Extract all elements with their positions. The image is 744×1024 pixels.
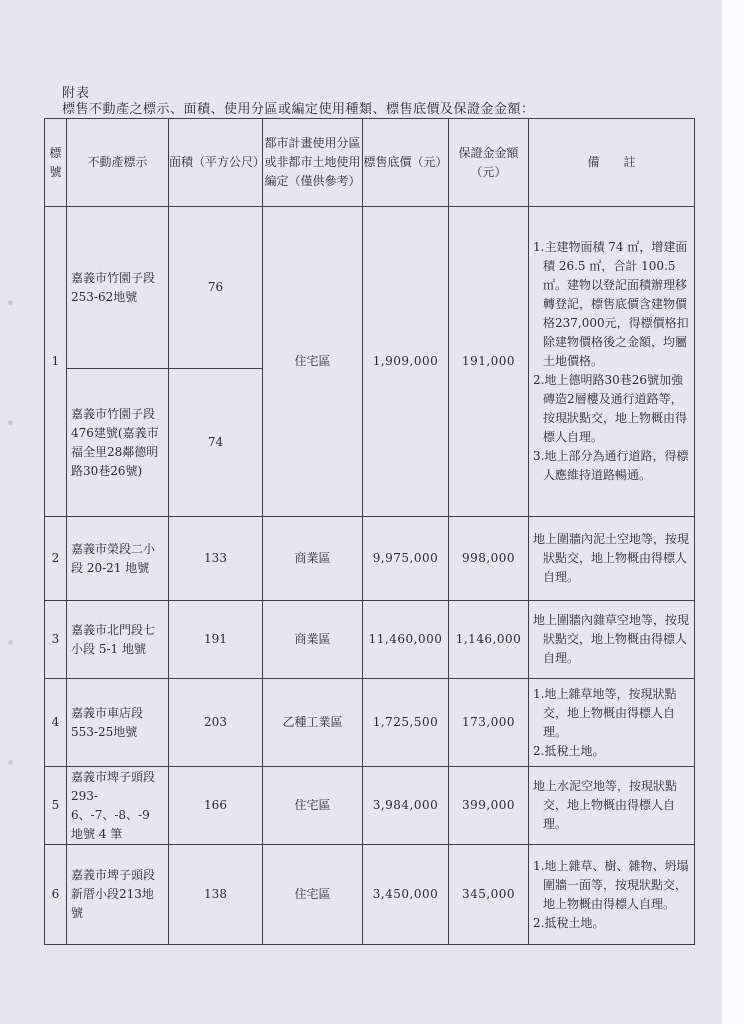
remark-item: 1.地上雜草、樹、雜物、坍塌圍牆一面等，按現狀點交，地上物概由得標人自理。 — [533, 858, 689, 911]
remarks-cell — [529, 845, 695, 945]
zoning-value: 住宅區 — [263, 207, 363, 517]
deposit-value: 1,146,000 — [449, 601, 529, 679]
lot-number: 5 — [45, 767, 67, 845]
remark-item: 2.地上德明路30巷26號加強磚造2層樓及通行道路等，按現狀點交，地上物概由得標人自理。 — [533, 373, 688, 444]
base-price-value: 11,460,000 — [363, 601, 449, 679]
remark-item: 3.地上部分為通行道路，得標人應維持道路暢通。 — [533, 449, 689, 482]
remarks-cell — [529, 767, 695, 845]
header-remarks: 備 註 — [529, 119, 695, 207]
lot-number: 2 — [45, 517, 67, 601]
zoning-value: 住宅區 — [263, 845, 363, 945]
area-value: 74 — [169, 369, 263, 517]
lot-number: 4 — [45, 679, 67, 767]
header-area: 面積（平方公尺） — [169, 119, 263, 207]
lot-number: 6 — [45, 845, 67, 945]
binding-hole — [8, 300, 13, 305]
remark-item: 地上圍牆內泥土空地等，按現狀點交，地上物概由得標人自理。 — [533, 532, 690, 584]
area-value: 133 — [169, 517, 263, 601]
table-caption: 標售不動產之標示、面積、使用分區或編定使用種類、標售底價及保證金金額： — [62, 102, 535, 117]
deposit-value: 173,000 — [449, 679, 529, 767]
area-value: 191 — [169, 601, 263, 679]
deposit-value: 998,000 — [449, 517, 529, 601]
lot-number: 3 — [45, 601, 67, 679]
base-price-value: 3,984,000 — [363, 767, 449, 845]
binding-hole — [8, 760, 13, 765]
remark-item: 1.地上雜草地等，按現狀點交，地上物概由得標人自理。 — [533, 686, 677, 739]
zoning-value: 乙種工業區 — [263, 679, 363, 767]
attachment-label: 附表 — [62, 86, 91, 101]
table-row — [45, 845, 695, 945]
area-value: 203 — [169, 679, 263, 767]
header-base-price: 標售底價（元） — [363, 119, 449, 207]
lot-number: 1 — [45, 207, 67, 517]
base-price-value: 1,725,500 — [363, 679, 449, 767]
area-value: 166 — [169, 767, 263, 845]
page-edge — [722, 0, 744, 1024]
table-row — [45, 601, 695, 679]
property-description: 嘉義市榮段二小段 20-21 地號 — [67, 517, 169, 601]
property-description: 嘉義市竹園子段253-62地號 — [67, 207, 169, 369]
property-description: 嘉義市北門段七小段 5-1 地號 — [67, 601, 169, 679]
remarks-cell — [529, 517, 695, 601]
table-row — [45, 207, 695, 369]
base-price-value: 9,975,000 — [363, 517, 449, 601]
area-value: 76 — [169, 207, 263, 369]
remarks-cell — [529, 207, 695, 517]
remark-item: 地上圍牆內雜草空地等，按現狀點交，地上物概由得標人自理。 — [533, 613, 690, 665]
header-deposit: 保證金金額（元） — [449, 119, 529, 207]
remarks-cell — [529, 601, 695, 679]
header-zoning: 都市計畫使用分區或非都市土地使用編定（僅供參考） — [263, 119, 363, 207]
remark-item: 2.抵稅土地。 — [533, 915, 605, 930]
base-price-value: 3,450,000 — [363, 845, 449, 945]
remarks-cell — [529, 679, 695, 767]
table-row — [45, 517, 695, 601]
table-row — [45, 679, 695, 767]
binding-hole — [8, 640, 13, 645]
header-lot-no: 標號 — [45, 119, 67, 207]
remark-item: 2.抵稅土地。 — [533, 743, 605, 758]
zoning-value: 住宅區 — [263, 767, 363, 845]
binding-hole — [8, 420, 13, 425]
deposit-value: 191,000 — [449, 207, 529, 517]
header-row — [45, 119, 695, 207]
zoning-value: 商業區 — [263, 601, 363, 679]
deposit-value: 345,000 — [449, 845, 529, 945]
property-description: 嘉義市埤子頭段新厝小段213地號 — [67, 845, 169, 945]
header-property: 不動產標示 — [67, 119, 169, 207]
remark-item: 地上水泥空地等，按現狀點交，地上物概由得標人自理。 — [533, 779, 678, 831]
zoning-value: 商業區 — [263, 517, 363, 601]
area-value: 138 — [169, 845, 263, 945]
property-description: 嘉義市埤子頭段293-6、-7、-8、-9 地號 4 筆 — [67, 767, 169, 845]
property-auction-table — [44, 118, 695, 945]
table-row — [45, 767, 695, 845]
deposit-value: 399,000 — [449, 767, 529, 845]
remark-item: 1.主建物面積 74 ㎡，增建面積 26.5 ㎡，合計 100.5 ㎡。建物以登記面積辦理移轉登記，標售底價含建物價格237,000元，得標價格扣除建物價格後之金額，均屬土地價格。 — [533, 240, 689, 368]
property-description: 嘉義市車店段553-25地號 — [67, 679, 169, 767]
base-price-value: 1,909,000 — [363, 207, 449, 517]
property-description: 嘉義市竹園子段476建號(嘉義市福全里28鄰德明路30巷26號) — [67, 369, 169, 517]
